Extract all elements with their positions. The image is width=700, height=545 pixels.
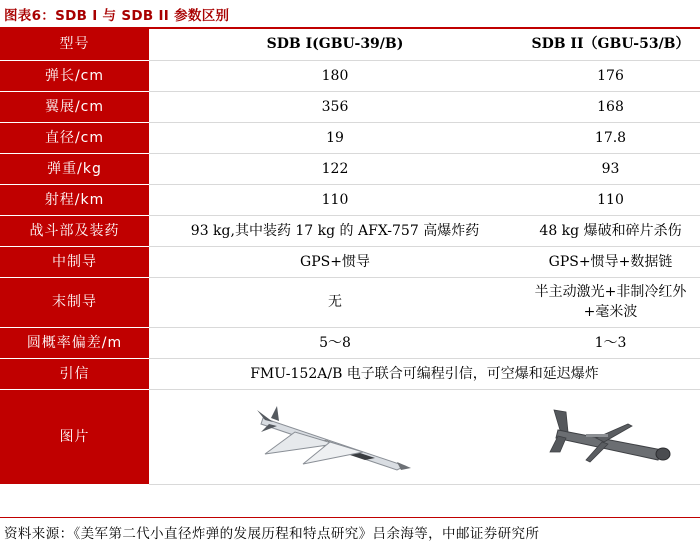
bottom-divider: [0, 517, 700, 518]
table-header-row: [0, 29, 700, 60]
row-label: 战斗部及装药: [0, 215, 149, 246]
image-row: [0, 389, 700, 484]
fuze-cell: FMU-152A/B 电子联合可编程引信，可空爆和延迟爆炸: [149, 358, 700, 389]
cell-sdb2: 48 kg 爆破和碎片杀伤: [521, 215, 700, 246]
table-row: [0, 122, 700, 153]
sdb2-missile-image: [546, 402, 676, 472]
cell-sdb1: 5～8: [149, 327, 521, 358]
row-label: 引信: [0, 358, 149, 389]
table-row: [0, 215, 700, 246]
cell-sdb1: 无: [149, 277, 521, 327]
table-row: [0, 277, 700, 327]
table-row: [0, 184, 700, 215]
sdb1-missile-image: [255, 402, 415, 472]
sdb2-image-cell: [521, 389, 700, 484]
row-label: 末制导: [0, 277, 149, 327]
sdb1-image-cell: [149, 389, 521, 484]
cell-sdb2: 168: [521, 91, 700, 122]
cell-sdb1: 122: [149, 153, 521, 184]
row-label: 射程/km: [0, 184, 149, 215]
table-row: [0, 327, 700, 358]
cell-sdb1: 110: [149, 184, 521, 215]
figure-title-bar: [0, 0, 700, 27]
cell-sdb1: 180: [149, 60, 521, 91]
cell-sdb2: 17.8: [521, 122, 700, 153]
column-header-sdb2: SDB II（GBU-53/B）: [521, 29, 700, 60]
cell-sdb2: 110: [521, 184, 700, 215]
row-label: 弹长/cm: [0, 60, 149, 91]
cell-sdb1: 356: [149, 91, 521, 122]
cell-sdb2: GPS+惯导+数据链: [521, 246, 700, 277]
source-note: 资料来源：《美军第二代小直径炸弹的发展历程和特点研究》吕余海等，中邮证券研究所: [4, 526, 540, 542]
row-label: 图片: [0, 389, 149, 484]
cell-sdb1: 93 kg,其中装药 17 kg 的 AFX-757 高爆炸药: [149, 215, 521, 246]
table-row: [0, 358, 700, 389]
table-row: [0, 91, 700, 122]
row-label: 弹重/kg: [0, 153, 149, 184]
cell-sdb1: GPS+惯导: [149, 246, 521, 277]
cell-sdb2: 93: [521, 153, 700, 184]
row-label: 中制导: [0, 246, 149, 277]
column-header-sdb1: SDB I(GBU-39/B): [149, 29, 521, 60]
cell-sdb1: 19: [149, 122, 521, 153]
cell-sdb2: 1～3: [521, 327, 700, 358]
row-label: 型号: [0, 29, 149, 60]
cell-sdb2: 半主动激光+非制冷红外+毫米波: [521, 277, 700, 327]
row-label: 翼展/cm: [0, 91, 149, 122]
cell-sdb2: 176: [521, 60, 700, 91]
row-label: 圆概率偏差/m: [0, 327, 149, 358]
parameter-table: [0, 29, 700, 485]
table-row: [0, 60, 700, 91]
table-row: [0, 246, 700, 277]
table-row: [0, 153, 700, 184]
row-label: 直径/cm: [0, 122, 149, 153]
figure-title: 图表6：SDB I 与 SDB II 参数区别: [4, 7, 230, 24]
